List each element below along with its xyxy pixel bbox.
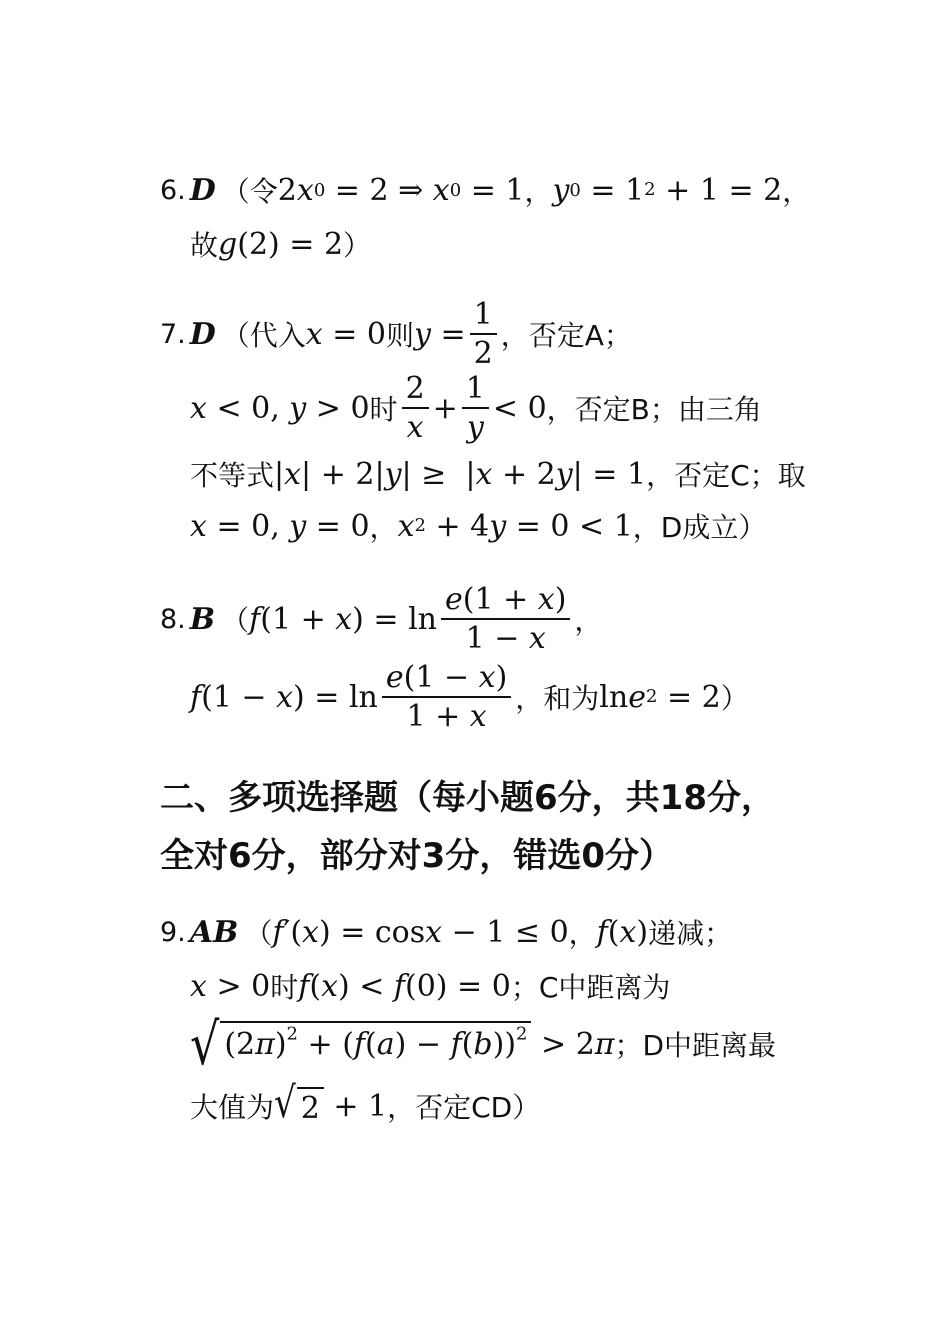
q8-line1: 8. B （ f (1 + x ) = ln $\frac{e(1 + x)}{1 - x}$ ， bbox=[160, 582, 603, 656]
q6-number: 6. bbox=[160, 174, 186, 206]
q7-line1: 7. D （代入 x = 0 则 y = $\frac{1}{2}$ ，否定A； bbox=[160, 297, 632, 371]
q9-number: 9. bbox=[160, 916, 186, 948]
q9-line4: 大值为 √ 2 + 1 ，否定CD） bbox=[190, 1077, 541, 1128]
fraction-log-arg-1: $\frac{e(1 + x)}{1 - x}$ bbox=[441, 583, 570, 655]
sqrt-two: √ 2 bbox=[274, 1087, 324, 1126]
q7-line3: 不等式 | x | + 2| y | ≥ | x + 2 y | = 1 ，否定C；取 bbox=[190, 456, 806, 492]
q9-answer: AB bbox=[189, 914, 239, 950]
q7-line4: x = 0, y = 0 ， x 2 + 4 y = 0 < 1 ，D成立） bbox=[190, 508, 767, 544]
q6-line1: 6. D （令 2 x 0 = 2 ⇒ x 0 = 1 ， y 0 = 1 2 + 1 = 2 ， bbox=[160, 172, 811, 208]
sqrt-distance-expression: √ $(2\pi)^2 + (f(a) - f(b))^2$ bbox=[190, 1021, 531, 1067]
section-heading-line1: 二、多项选择题（每小题6分，共18分， bbox=[160, 778, 775, 818]
q9-line3: √ $(2\pi)^2 + (f(a) - f(b))^2$ > 2 π ；D中距离最 bbox=[190, 1010, 777, 1078]
q7-answer: D bbox=[189, 316, 216, 352]
q7-line2: x < 0, y > 0 时 $\frac{2}{x}$ + $\frac{1}{y}$ < 0 ，否定B；由三角 bbox=[190, 371, 762, 445]
q9-line1: 9. AB （ f ′( x ) = cos x − 1 ≤ 0 ， f ( x ) 递减； bbox=[160, 914, 733, 950]
q8-number: 8. bbox=[160, 603, 186, 635]
q8-line2: f (1 − x ) = ln $\frac{e(1 - x)}{1 + x}$ ，和为 ln e 2 = 2 ） bbox=[190, 660, 749, 734]
q6-line2: 故 g (2) = 2 ） bbox=[190, 226, 372, 262]
fraction-2-over-x: $\frac{2}{x}$ bbox=[402, 372, 429, 444]
q6-answer: D bbox=[189, 172, 216, 208]
q8-answer: B bbox=[189, 601, 216, 637]
q9-line2: x > 0 时 f ( x ) < f (0) = 0 ；C中距离为 bbox=[190, 968, 671, 1004]
fraction-log-arg-2: $\frac{e(1 - x)}{1 + x}$ bbox=[382, 661, 511, 733]
section-heading-line2: 全对6分，部分对3分，错选0分） bbox=[160, 836, 673, 876]
q7-number: 7. bbox=[160, 318, 186, 350]
fraction-1-over-y: $\frac{1}{y}$ bbox=[462, 372, 489, 444]
fraction-half: $\frac{1}{2}$ bbox=[470, 298, 497, 370]
